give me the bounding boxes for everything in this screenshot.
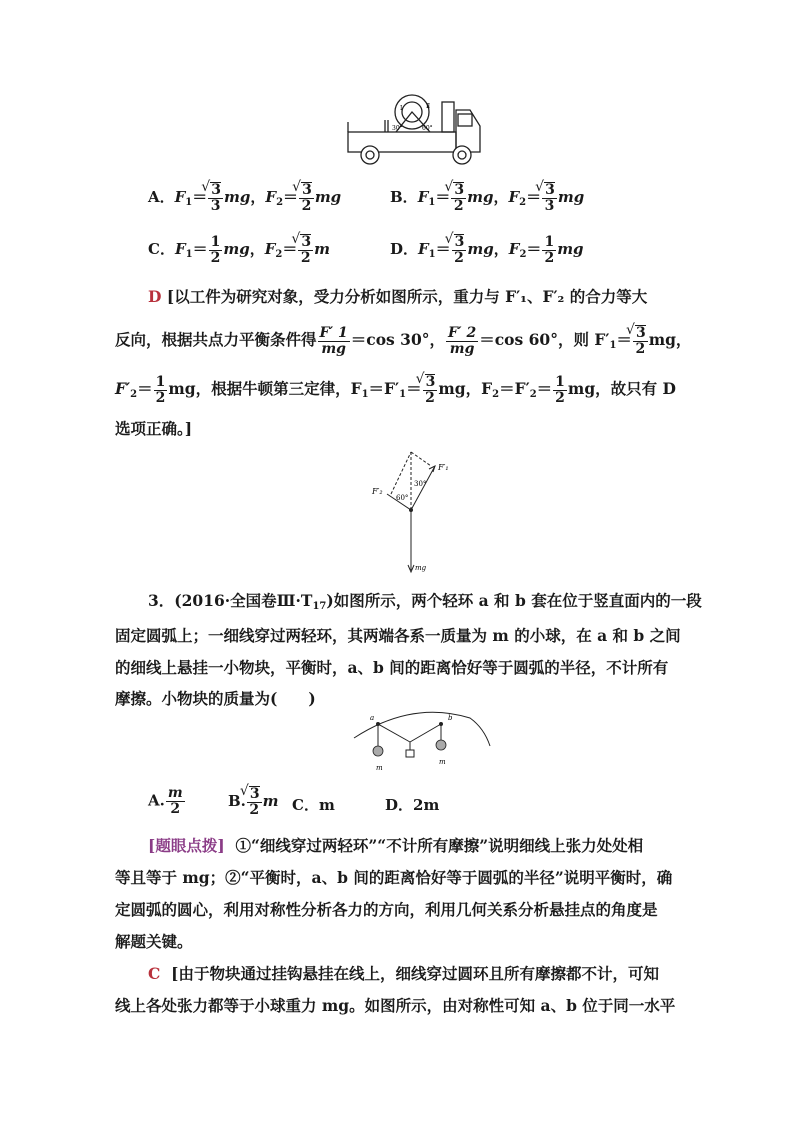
hint-line1: [题眼点拨] ①“细线穿过两轻环”“不计所有摩擦”说明细线上张力处处相 (148, 836, 644, 855)
q3-option-b: B. √ $\frac{3}{2}$ m (228, 786, 279, 818)
truck-figure (340, 92, 490, 170)
q3-line2: 固定圆弧上；一细线穿过两轻环，其两端各系一质量为 m 的小球，在 a 和 b 之间 (115, 626, 681, 645)
q3-option-c: C．m (292, 796, 335, 814)
q3-line1: 3．(2016·全国卷$Ⅲ\cdot T_{17}$)如图所示，两个轻环 a 和 b 套在位于竖直面内的一段 (148, 591, 702, 612)
angle-60: 60° (396, 494, 409, 502)
angle-30: 30° (414, 480, 427, 488)
label-ii: Ⅱ (426, 103, 431, 110)
option-c: C．$F_1=$ $\frac{1}{2}$ mg，$F_2=$ √ $\frac{3}{2}$ m (148, 234, 330, 266)
answer-q2-line3: $F'_2=$ $\frac{1}{2}$ mg，根据牛顿第三定律，$F_1=F'_1=$ √ $\frac{3}{2}$ mg，$F_2=F'_2=$ $\frac{1}{2}$ mg，故只有 D (115, 374, 676, 406)
answer-q2-line4: 选项正确。] (115, 419, 193, 438)
arc-figure (352, 708, 492, 778)
option-d: D．$F_1=$ √ $\frac{3}{2}$ mg，$F_2=$ $\frac{1}{2}$ mg (390, 234, 584, 266)
label-b: b (448, 714, 453, 722)
answer-q2-line1: D [以工件为研究对象，受力分析如图所示，重力与 F′₁、F′₂ 的合力等大 (148, 287, 648, 306)
q3-option-a: A. $\frac{m}{2}$ (148, 785, 183, 817)
label-m2: m (439, 758, 446, 766)
q3-line4: 摩擦。小物块的质量为( ) (115, 689, 316, 708)
option-b: B．$F_1=$ √ $\frac{3}{2}$ mg，$F_2=$ √ $\frac{3}{3}$ mg (390, 182, 584, 214)
hint-tag: [题眼点拨] (148, 836, 225, 855)
answer-q2-line2: 反向，根据共点力平衡条件得 $\frac{F' 1}{mg}$ ＝cos 30°， $\frac{F' 2}{mg}$ ＝cos 60°，则 $F'_1=$ √ $\frac{3}{2}$ mg， (115, 325, 691, 357)
label-a: a (370, 714, 375, 722)
q3-line3: 的细线上悬挂一小物块，平衡时，a、b 间的距离恰好等于圆弧的半径，不计所有 (115, 658, 669, 677)
angle-60-label: 60° (422, 125, 433, 132)
label-m1: m (376, 764, 383, 772)
answer-q3-line2: 线上各处张力都等于小球重力 mg。如图所示，由对称性可知 a、b 位于同一水平 (115, 996, 676, 1015)
angle-30-label: 30° (392, 125, 403, 132)
f2-label: F′₂ (372, 487, 383, 496)
force-diagram (365, 448, 465, 578)
hint-line4: 解题关键。 (115, 932, 193, 951)
answer-letter: D (148, 287, 162, 306)
mg-label: mg (415, 564, 427, 572)
label-i: Ⅰ (400, 105, 403, 112)
hint-line3: 定圆弧的圆心，利用对称性分析各力的方向，利用几何关系分析悬挂点的角度是 (115, 900, 658, 919)
answer-q3-letter: C (148, 964, 161, 983)
answer-q3-line1: C [由于物块通过挂钩悬挂在线上，细线穿过圆环且所有摩擦都不计，可知 (148, 964, 659, 983)
q3-option-d: D．2m (385, 796, 440, 814)
hint-line2: 等且等于 mg；②“平衡时，a、b 间的距离恰好等于圆弧的半径”说明平衡时，确 (115, 868, 673, 887)
option-a: A．$F_1=$ √ $\frac{3}{3}$ mg，$F_2=$ √ $\frac{3}{2}$ mg (148, 182, 341, 214)
f1-label: F′₁ (438, 463, 449, 472)
